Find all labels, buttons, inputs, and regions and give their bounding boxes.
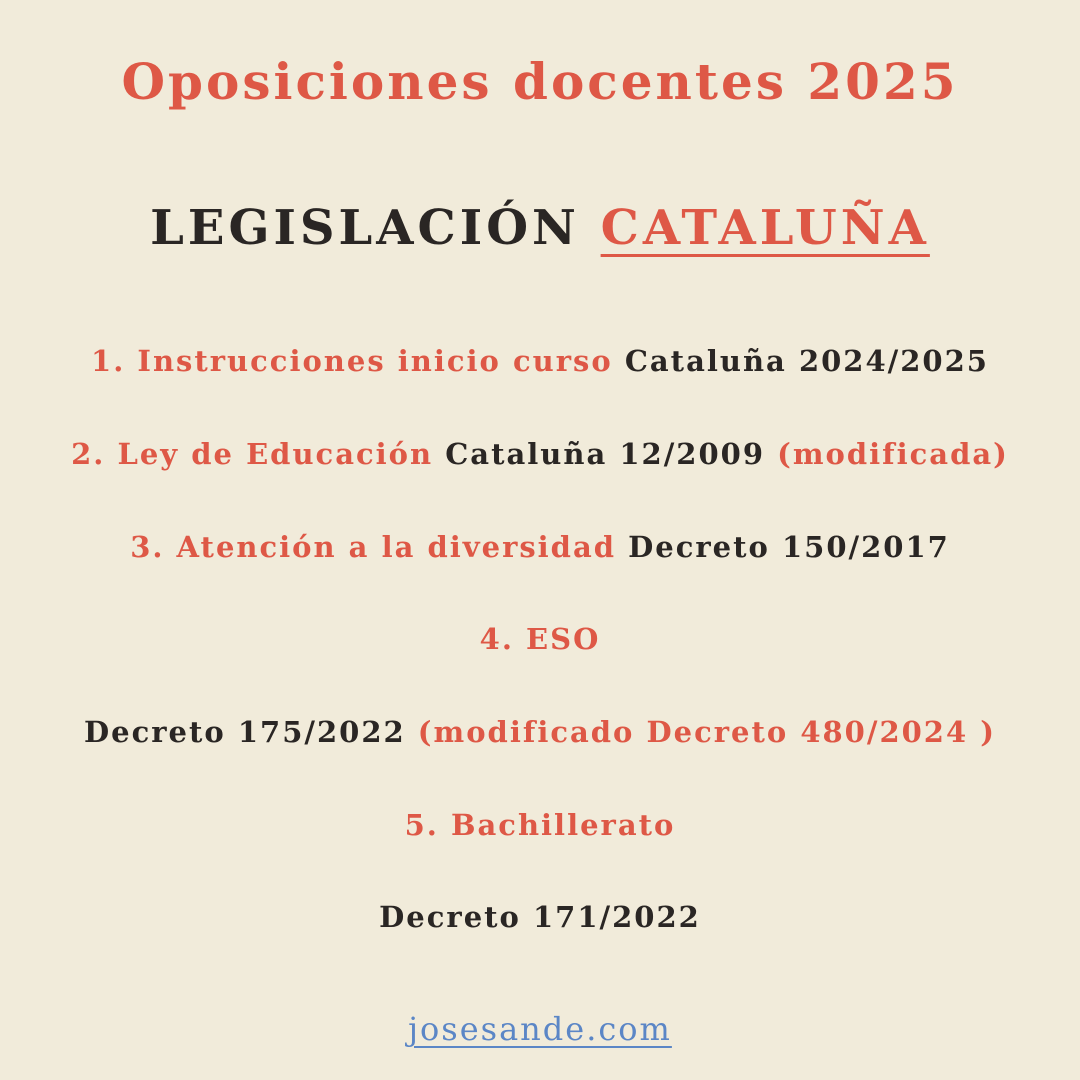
item-5-heading: 5. Bachillerato bbox=[404, 808, 676, 842]
list-item-3 bbox=[0, 530, 1080, 564]
item-4-heading: 4. ESO bbox=[479, 622, 601, 656]
item-1-label: 1. Instrucciones inicio curso bbox=[91, 344, 613, 378]
item-2-reference: Cataluña 12/2009 bbox=[445, 437, 765, 471]
item-1-reference: Cataluña 2024/2025 bbox=[624, 344, 989, 378]
item-3-reference: Decreto 150/2017 bbox=[628, 530, 950, 564]
list-item-2 bbox=[0, 437, 1080, 471]
footer bbox=[0, 1010, 1080, 1048]
website-link[interactable]: josesande.com bbox=[408, 1010, 672, 1048]
list-item-1 bbox=[0, 344, 1080, 378]
item-3-label: 3. Atención a la diversidad bbox=[130, 530, 617, 564]
item-4-note: (modificado Decreto 480/2024 ) bbox=[417, 715, 996, 749]
item-4-decree-line bbox=[0, 715, 1080, 749]
item-5-decree: Decreto 171/2022 bbox=[379, 900, 701, 934]
heading-prefix: LEGISLACIÓN bbox=[150, 200, 580, 256]
item-4-decree: Decreto 175/2022 bbox=[84, 715, 406, 749]
page-title: Oposiciones docentes 2025 bbox=[121, 52, 959, 111]
heading-region: CATALUÑA bbox=[600, 200, 930, 256]
item-2-note: (modificada) bbox=[777, 437, 1009, 471]
section-heading bbox=[0, 200, 1080, 256]
item-2-label: 2. Ley de Educación bbox=[71, 437, 434, 471]
